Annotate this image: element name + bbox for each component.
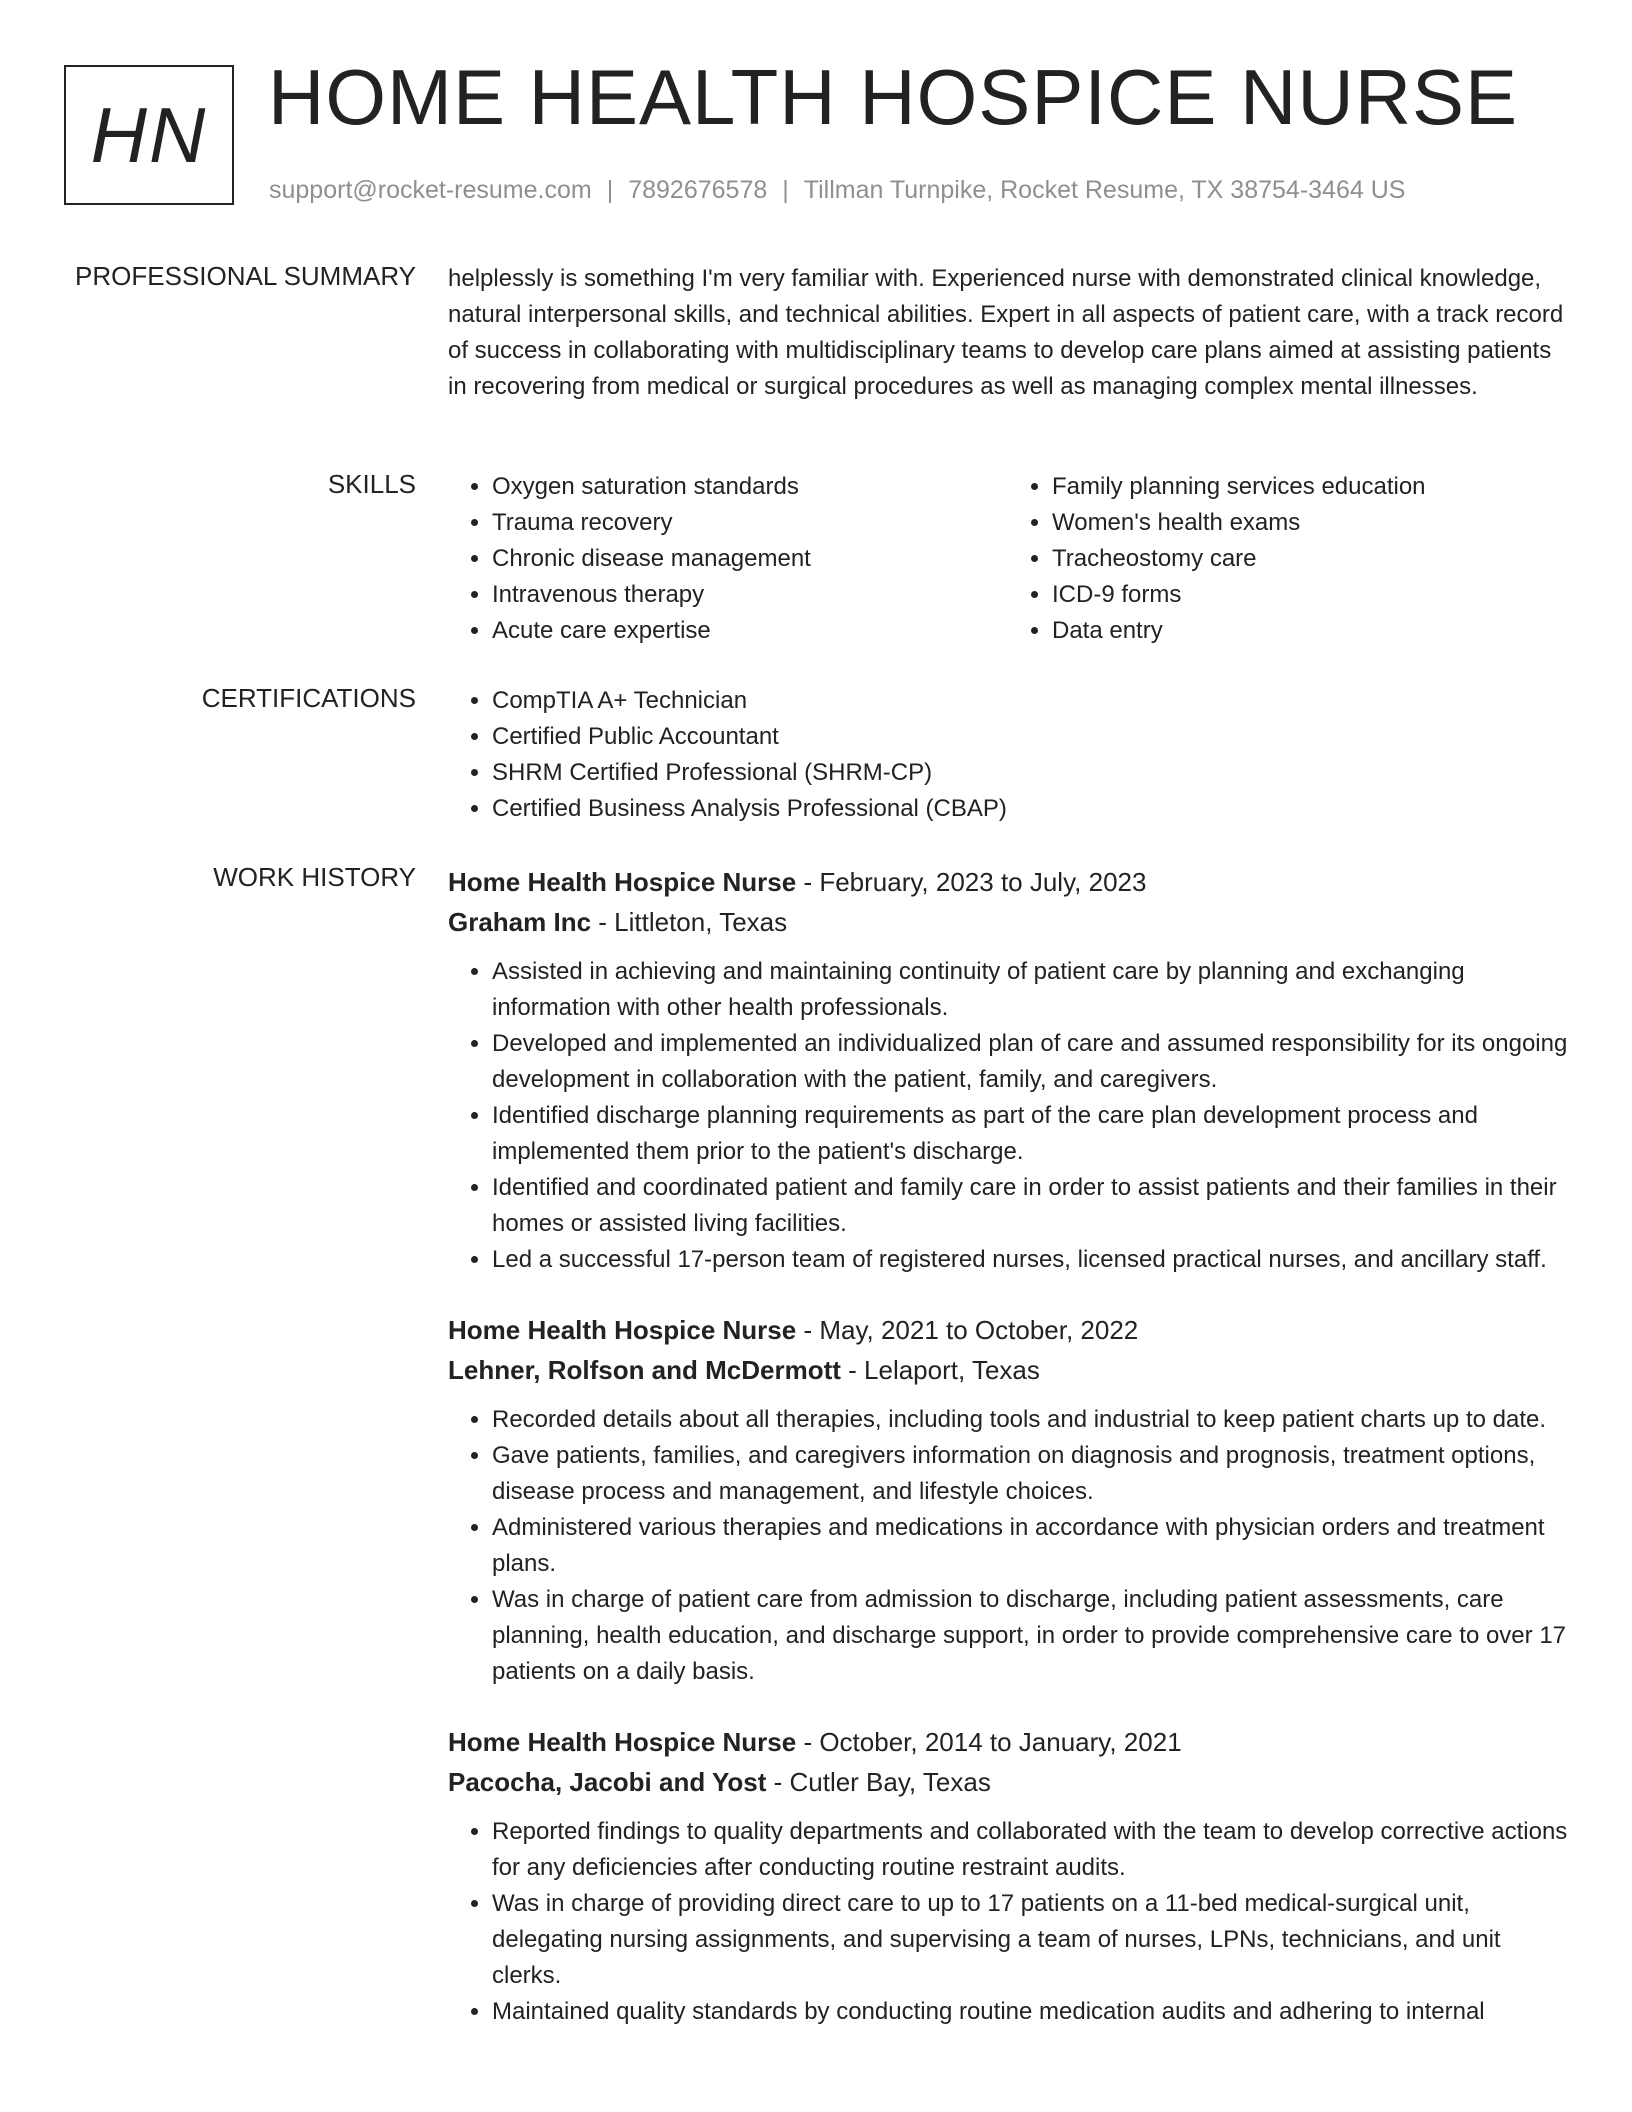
- job-bullets: [448, 1402, 1568, 1690]
- job-bullet: • Was in charge of patient care from admission to discharge, including patient assessments, care planning, health education, and discharge support, in order to provide comprehensive care to over 17 patients on a daily basis.: [492, 1582, 1568, 1690]
- skill-item: • Oxygen saturation standards: [492, 469, 1008, 505]
- skill-item: • Women's health exams: [1052, 505, 1568, 541]
- certifications-list: [448, 683, 1568, 827]
- job-bullet: • Administered various therapies and medications in accordance with physician orders and treatment plans.: [492, 1510, 1568, 1582]
- job-bullets: [448, 1814, 1568, 2030]
- job-title: Home Health Hospice Nurse: [448, 1315, 797, 1345]
- contact-email[interactable]: support@rocket-resume.com: [269, 176, 592, 204]
- job-entry: [448, 1310, 1568, 1690]
- monogram-logo: HN: [64, 65, 234, 205]
- job-bullet: • Gave patients, families, and caregivers information on diagnosis and prognosis, treatment options, disease process and management, and lifestyle choices.: [492, 1438, 1568, 1510]
- work-history-list: [448, 862, 1568, 2062]
- resume-name-title: HOME HEALTH HOSPICE NURSE: [268, 53, 1519, 141]
- job-bullet: • Identified discharge planning requirements as part of the care plan development process and implemented them prior to the patient's discharge.: [492, 1098, 1568, 1170]
- contact-separator: |: [782, 176, 789, 204]
- job-entry: [448, 862, 1568, 1278]
- job-bullets: [448, 954, 1568, 1278]
- job-company-line: [448, 902, 1568, 942]
- job-entry: [448, 1722, 1568, 2030]
- job-company: Lehner, Rolfson and McDermott: [448, 1355, 841, 1385]
- job-location: - Littleton, Texas: [591, 907, 788, 937]
- job-bullet: • Assisted in achieving and maintaining continuity of patient care by planning and exchanging information with other health professionals.: [492, 954, 1568, 1026]
- job-company-line: [448, 1762, 1568, 1802]
- job-bullet: • Was in charge of providing direct care to up to 17 patients on a 11-bed medical-surgical unit, delegating nursing assignments, and supervising a team of nurses, LPNs, technicians, and unit clerks.: [492, 1886, 1568, 1994]
- job-title-line: [448, 862, 1568, 902]
- skill-item: • Acute care expertise: [492, 613, 1008, 649]
- skill-item: • Family planning services education: [1052, 469, 1568, 505]
- skills-column-right: [1008, 469, 1568, 649]
- certification-item: • CompTIA A+ Technician: [492, 683, 1568, 719]
- job-bullet: • Reported findings to quality departments and collaborated with the team to develop corrective actions for any deficiencies after conducting routine restraint audits.: [492, 1814, 1568, 1886]
- work-history-heading: WORK HISTORY: [213, 862, 416, 892]
- contact-line: [269, 176, 1405, 205]
- job-bullet: • Identified and coordinated patient and family care in order to assist patients and their families in their homes or assisted living facilities.: [492, 1170, 1568, 1242]
- skill-item: • ICD-9 forms: [1052, 577, 1568, 613]
- certification-item: • SHRM Certified Professional (SHRM-CP): [492, 755, 1568, 791]
- job-bullet: • Led a successful 17-person team of registered nurses, licensed practical nurses, and ancillary staff.: [492, 1242, 1568, 1278]
- skill-item: • Trauma recovery: [492, 505, 1008, 541]
- job-company: Pacocha, Jacobi and Yost: [448, 1767, 767, 1797]
- job-company: Graham Inc: [448, 907, 592, 937]
- job-dates: - October, 2014 to January, 2021: [796, 1727, 1182, 1757]
- skills-column-left: [448, 469, 1008, 649]
- job-location: - Lelaport, Texas: [840, 1355, 1040, 1385]
- job-dates: - May, 2021 to October, 2022: [796, 1315, 1139, 1345]
- certification-item: • Certified Business Analysis Professional (CBAP): [492, 791, 1568, 827]
- contact-address: Tillman Turnpike, Rocket Resume, TX 38754-3464 US: [803, 176, 1406, 204]
- job-title: Home Health Hospice Nurse: [448, 1727, 797, 1757]
- job-title: Home Health Hospice Nurse: [448, 867, 797, 897]
- contact-separator: |: [606, 176, 614, 204]
- job-dates: - February, 2023 to July, 2023: [796, 867, 1147, 897]
- summary-text: helplessly is something I'm very familiar with. Experienced nurse with demonstrated clinical knowledge, natural interpersonal skills, and technical abilities. Expert in all aspects of patient care, with a track record of success in collaborating with multidisciplinary teams to develop care plans aimed at assisting patients in recovering from medical or surgical procedures as well as managing complex mental illnesses.: [448, 265, 1564, 400]
- job-bullet: • Maintained quality standards by conducting routine medication audits and adhering to internal: [492, 1994, 1568, 2030]
- job-title-line: [448, 1722, 1568, 1762]
- certifications-heading: CERTIFICATIONS: [201, 683, 416, 713]
- skill-item: • Chronic disease management: [492, 541, 1008, 577]
- job-bullet: • Developed and implemented an individualized plan of care and assumed responsibility for its ongoing development in collaboration with the patient, family, and caregivers.: [492, 1026, 1568, 1098]
- job-location: - Cutler Bay, Texas: [766, 1767, 991, 1797]
- skills-heading: SKILLS: [327, 469, 416, 499]
- skill-item: • Data entry: [1052, 613, 1568, 649]
- job-bullet: • Recorded details about all therapies, including tools and industrial to keep patient charts up to date.: [492, 1402, 1568, 1438]
- job-title-line: [448, 1310, 1568, 1350]
- skills-list: [448, 469, 1568, 649]
- summary-heading: PROFESSIONAL SUMMARY: [75, 261, 416, 291]
- certification-item: • Certified Public Accountant: [492, 719, 1568, 755]
- contact-phone[interactable]: 7892676578: [628, 176, 768, 204]
- skill-item: • Tracheostomy care: [1052, 541, 1568, 577]
- skill-item: • Intravenous therapy: [492, 577, 1008, 613]
- job-company-line: [448, 1350, 1568, 1390]
